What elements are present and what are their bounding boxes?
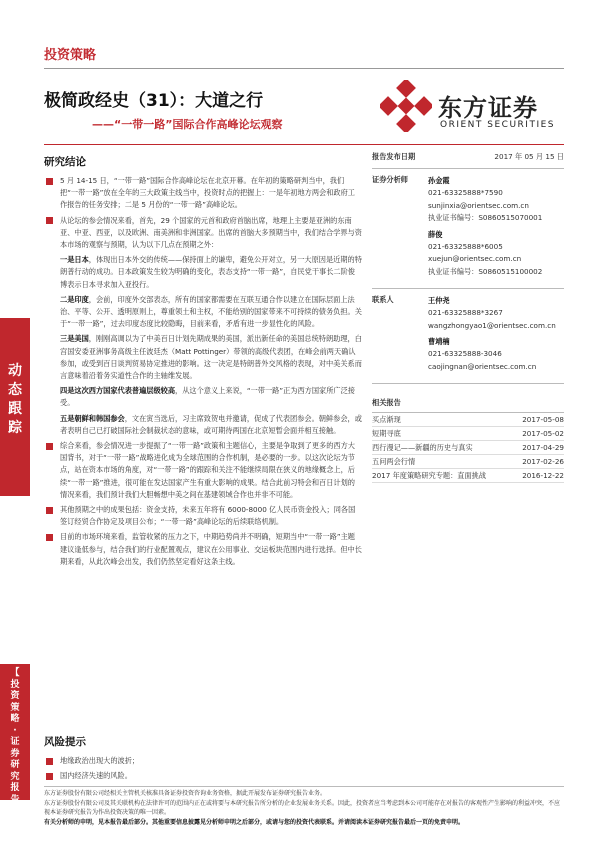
- contact-block: 联系人 王仲尧 021-63325888*3267 wangzhongyao1@orientsec.com.cn 曹靖楠 021-63325888-3046 caojingnan@orientsec.com.cn: [372, 289, 564, 384]
- publish-date-row: 报告发布日期 2017 年 05 月 15 日: [372, 148, 564, 169]
- logo-mark-icon: [380, 80, 432, 132]
- bullet-square-icon: [46, 507, 53, 514]
- report-subtitle: ——“一带一路”国际合作高峰论坛观察: [92, 118, 283, 131]
- section-heading: 研究结论: [44, 156, 86, 168]
- list-item: 5 月 14-15 日，“一带一路”国际合作高峰论坛在北京开幕。在年初的策略研判当中，我们把“一带一路”放在全年的三大政策主线当中，投资时点的把握上：一是年初地方两会和政府工作报告的任务安排；二是 5 月份的“一带一路”高峰论坛。: [44, 175, 362, 212]
- list-item: 目前的市场环境来看，监管收紧的压力之下，中期趋势尚并不明确，短期当中“一带一路”主题建议逢低参与，结合我们的行业配置观点，建议在公用事业、交运板块范围内进行选择。但中长期来看，从此次峰会出发，我们仍然坚定看好这条主线。: [44, 531, 362, 568]
- risk-section: [44, 730, 362, 785]
- bullet-square-icon: [46, 758, 53, 765]
- sidebar-tab-series: [0, 664, 30, 816]
- bullet-square-icon: [46, 443, 53, 450]
- research-conclusions: [44, 150, 362, 571]
- analyst-card: 薛俊 021-63325888*6005 xuejun@orientsec.com.cn 执业证书编号：S0860515100002: [428, 229, 564, 279]
- related-report-row[interactable]: 五问两会行情 2017-02-26: [372, 455, 564, 469]
- list-item: 其他预期之中的成果包括：资金支持，未来五年将有 6000-8000 亿人民币资金投入；同各国签订经贸合作协定及项目公布；“一带一路”高峰论坛的后续联络机制。: [44, 504, 362, 528]
- sidebar-series-label: 【 投 资 策 略 · 证 券 研 究 报 告 】: [10, 668, 20, 816]
- point-usa: 三是美国，刚刚高调以为了中美百日计划先期成果的美国，派出新任命的美国总统特朗助理，白宫国安委亚洲事务高级主任波廷杰（Matt Pottinger）带领的高级代表团，在峰会前两天确认参加，或受到百日谈判贸易协定推进的影响。这一决定是特朗普外交风格的表现，对中美关系而言意味着沿着务实道性合作的主轴维发展。: [60, 334, 362, 381]
- header-divider: [44, 68, 564, 69]
- contact-card: 王仲尧 021-63325888*3267 wangzhongyao1@orientsec.com.cn: [428, 295, 556, 332]
- company-logo: [380, 78, 560, 138]
- point-india: 二是印度，会前，印度外交部表态，所有的国家都需要在互联互通合作以建立在国际层面上法治、平等、公开、透明原则上，尊重领土和主权，不能给别的国家带来不可持续的债务负担。关于“一带一路”，过去印度态度比较隐晦，目前来看，矛盾有进一步显性化的风险。: [60, 294, 362, 329]
- related-report-row[interactable]: 西行漫记——新疆的历史与真实 2017-04-29: [372, 441, 564, 455]
- logo-text-en: ORIENT SECURITIES: [440, 120, 555, 130]
- email-link[interactable]: sunjinxia@orientsec.com.cn: [428, 200, 529, 210]
- list-item: 从论坛的参会情况来看，首先，29 个国家的元首和政府首脑出席，地理上主要是亚洲的东南亚、中亚、西亚，以及欧洲、南美洲和非洲国家。出席的首脑大多预期当中，我们结合学界与资本市场的观察与预期，认为以下几点在预期之外：: [44, 215, 362, 252]
- section-heading: 风险提示: [44, 736, 86, 748]
- point-korea: 五是朝鲜和韩国参会，文在寅当选后，习主席致贺电并邀请，促成了代表团参会。朝鲜参会，或者表明自己已打破国际社会制裁状态的意味，或可期待两国在北京短暂会面并相互接触。: [60, 413, 362, 435]
- point-japan: 一是日本，体现出日本外交的传统——保持面上的谦卑，避免公开对立，另一大原因是近期的特朗普行动的成功。日本政策发生较为明确的变化，表态支持“一带一路”，自民党干事长二阶俊博表示日本寻求加入亚投行。: [60, 255, 362, 289]
- title-divider: [44, 144, 564, 145]
- email-link[interactable]: wangzhongyao1@orientsec.com.cn: [428, 320, 556, 330]
- related-report-row[interactable]: 短期寻底 2017-05-02: [372, 427, 564, 441]
- analyst-block: 证券分析师 孙金霞 021-63325888*7590 sunjinxia@orientsec.com.cn 执业证书编号：S0860515070001 薛俊 021-63325888*6005 xuejun@orientsec.com.cn 执业证书编号：S0860515100002: [372, 169, 564, 289]
- logo-text-cn: 东方证券: [438, 94, 538, 122]
- email-link[interactable]: xuejun@orientsec.com.cn: [428, 254, 522, 263]
- contact-card: 曹靖楠 021-63325888-3046 caojingnan@orientsec.com.cn: [428, 336, 556, 373]
- disclaimer-footer: 东方证券股份有限公司经相关主管机关核准具备证券投资咨询业务资格，据此开展发布证券研究报告业务。 东方证券股份有限公司及其关联机构在法律许可的范围内正在或将要与本研究报告所分析的企业发展业务关系。因此，投资者应当考虑到本公司可能存在对报告的客观性产生影响的利益冲突，不应视本证券研究报告为作出投资决策的唯一因素。 有关分析师的申明，见本报告最后部分。其他重要信息披露见分析师申明之后部分，或请与您的投资代表联系。并请阅读本证券研究报告最后一页的免责申明。: [44, 786, 564, 827]
- analyst-card: 孙金霞 021-63325888*7590 sunjinxia@orientsec.com.cn 执业证书编号：S0860515070001: [428, 175, 564, 225]
- report-title: 极简政经史（31）：大道之行: [44, 91, 264, 111]
- bullet-square-icon: [46, 534, 53, 541]
- related-reports-heading: 相关报告: [372, 384, 564, 413]
- list-item: 地缘政治出现大的波折；: [44, 755, 362, 767]
- sidebar-tab-label: 动 态 跟 踪: [8, 363, 22, 436]
- report-category: 投资策略: [44, 48, 97, 63]
- sidebar-tab-report-type: [0, 318, 30, 496]
- email-link[interactable]: caojingnan@orientsec.com.cn: [428, 361, 537, 371]
- list-item: 综合来看，参会情况进一步提振了“一带一路”政策和主题信心，主要是争取到了更多的西方大国背书，对于“一带一路”战略进化成为全球范围的合作机制，是必要的一步。以这次论坛为节点，站在资本市场的角度，对“一带一路”的跟踪和关注不能继续局限在狭义的地缘概念上，后续“一带一路”推进，很可能在发达国家产生有重大影响的成果。结合此前习特会和百日计划的情况来看，我们预计我们大胆畅想中美之间在基建领域合作也并非不可能。: [44, 440, 362, 501]
- report-sidebar-info: [372, 148, 564, 483]
- point-western-delegations: 四是这次西方国家代表普遍层级较高，从这个意义上来说，“一带一路”正为西方国家所广泛接受。: [60, 386, 355, 408]
- bullet-square-icon: [46, 217, 53, 224]
- related-report-row[interactable]: 买点渐现 2017-05-08: [372, 413, 564, 427]
- bullet-square-icon: [46, 178, 53, 185]
- bullet-square-icon: [46, 773, 53, 780]
- related-report-row[interactable]: 2017 年度策略研究专题：直面挑战 2016-12-22: [372, 469, 564, 483]
- list-item: 国内经济失速的风险。: [44, 770, 362, 782]
